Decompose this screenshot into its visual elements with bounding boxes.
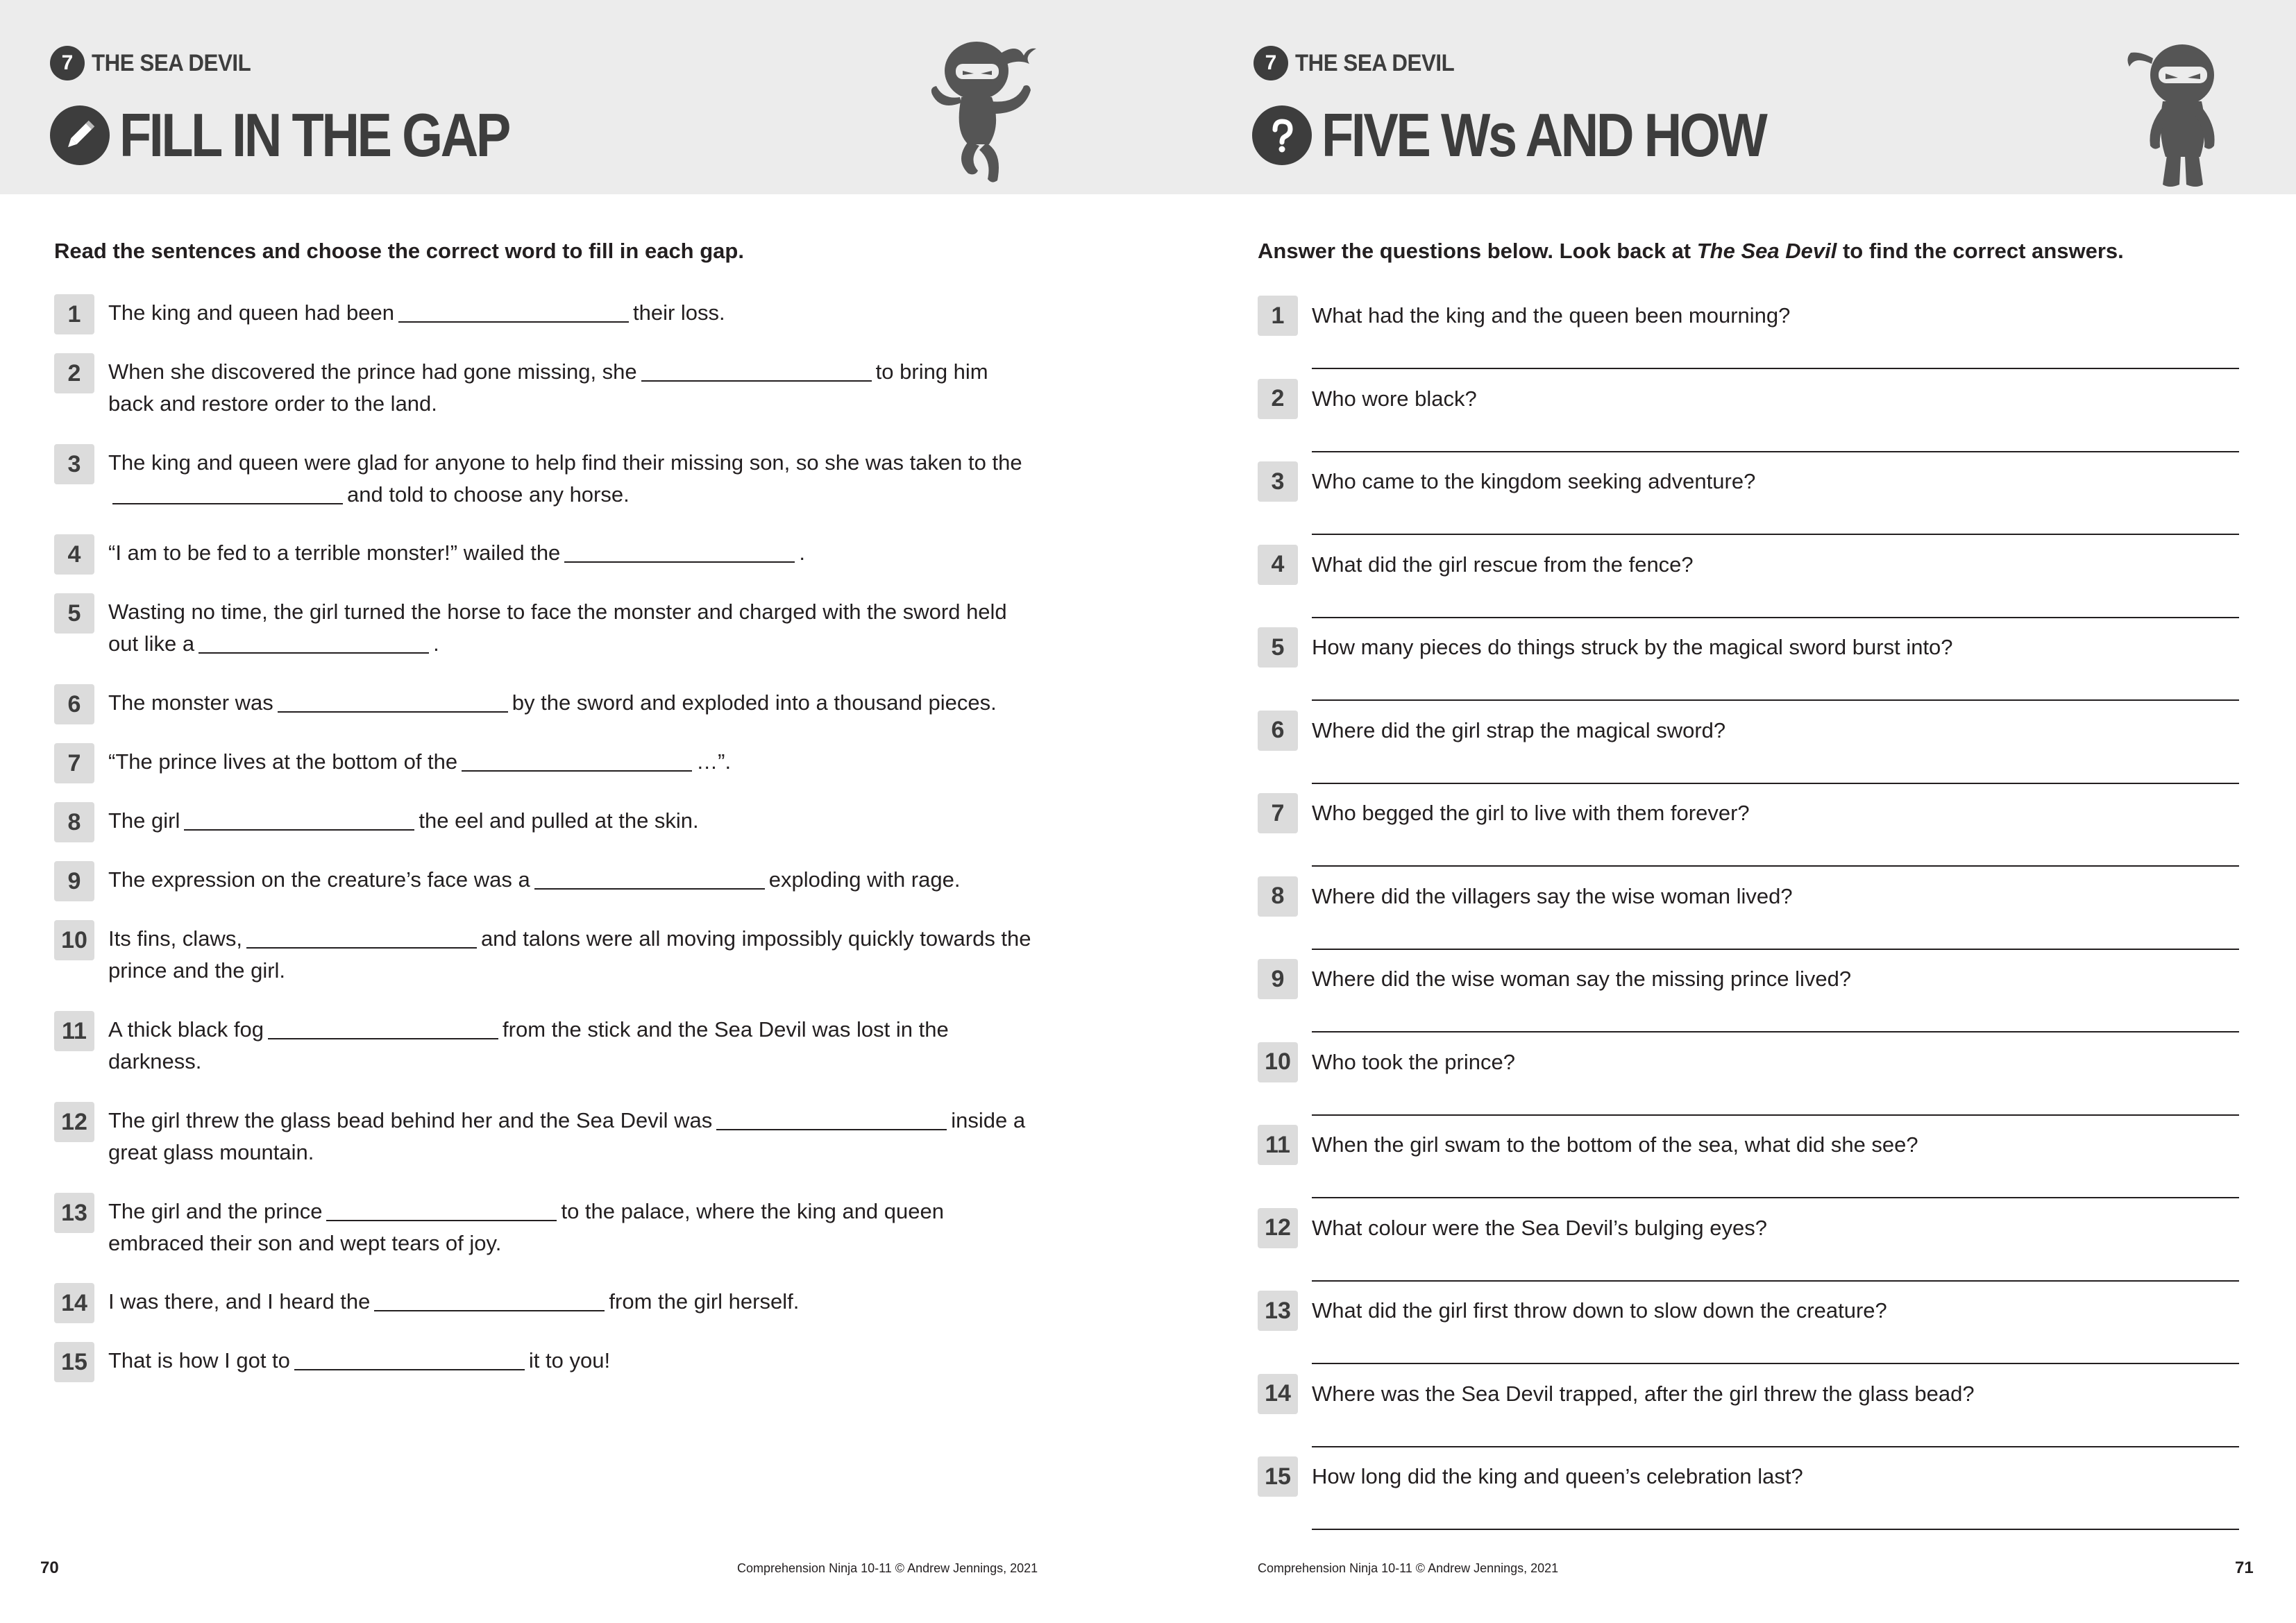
- answer-line[interactable]: [1312, 534, 2239, 535]
- answer-line[interactable]: [1312, 1280, 2239, 1282]
- page-number: 71: [2235, 1558, 2254, 1577]
- sentence-end: the eel and pulled at the skin.: [419, 808, 699, 833]
- question-number: 2: [1258, 379, 1298, 419]
- question-number: 11: [54, 1011, 94, 1051]
- fill-gap-sentence: [108, 596, 1038, 660]
- question-text: Where was the Sea Devil trapped, after the girl threw the glass bead?: [1312, 1381, 1975, 1406]
- question-text: What had the king and the queen been mourning?: [1312, 303, 1791, 328]
- question-number: 9: [1258, 959, 1298, 999]
- standing-ninja-illustration: [2121, 28, 2232, 194]
- question-text: Who came to the kingdom seeking adventure?: [1312, 469, 1756, 493]
- question-mark-icon: [1252, 105, 1312, 165]
- instruction-text: to find the correct answers.: [1837, 239, 2124, 263]
- answer-line[interactable]: [1312, 1031, 2239, 1033]
- sentence-end: and talons were all moving impossibly quickly towards the prince and the girl.: [108, 926, 1031, 983]
- question-number: 12: [1258, 1208, 1298, 1248]
- unit-heading: [1253, 46, 1468, 80]
- fill-gap-sentence: [108, 1196, 1038, 1259]
- answer-gap[interactable]: [278, 711, 508, 713]
- question-number: 10: [54, 920, 94, 960]
- sentence-start: The expression on the creature’s face was a: [108, 867, 530, 892]
- fill-gap-sentence: [108, 746, 1038, 778]
- question-text: How long did the king and queen’s celebration last?: [1312, 1464, 1803, 1488]
- instruction-text: Answer the questions below. Look back at: [1258, 239, 1697, 263]
- answer-gap[interactable]: [716, 1129, 947, 1130]
- copyright-footer: Comprehension Ninja 10-11 © Andrew Jennings, 2021: [737, 1561, 1038, 1575]
- question-number: 14: [1258, 1374, 1298, 1414]
- answer-gap[interactable]: [398, 321, 629, 323]
- question-number: 6: [1258, 711, 1298, 751]
- sentence-end: from the girl herself.: [609, 1289, 800, 1314]
- answer-line[interactable]: [1312, 368, 2239, 369]
- section-title: FIVE Ws AND HOW: [1322, 101, 1766, 169]
- question-number: 7: [1258, 793, 1298, 833]
- sentence-start: The girl: [108, 808, 180, 833]
- question-number: 15: [54, 1342, 94, 1382]
- question-text: Where did the villagers say the wise woman lived?: [1312, 883, 1793, 908]
- question-text: What did the girl first throw down to slow down the creature?: [1312, 1298, 1887, 1323]
- answer-gap[interactable]: [246, 947, 477, 949]
- answer-line[interactable]: [1312, 1529, 2239, 1530]
- sentence-start: Wasting no time, the girl turned the horse to face the monster and charged with the sword held out like a: [108, 600, 1007, 656]
- fill-gap-sentence: [108, 1286, 1038, 1318]
- sentence-start: I was there, and I heard the: [108, 1289, 371, 1314]
- question-text: What did the girl rescue from the fence?: [1312, 552, 1694, 577]
- question-text: Who begged the girl to live with them forever?: [1312, 801, 1750, 825]
- answer-gap[interactable]: [641, 380, 872, 382]
- sentence-start: When she discovered the prince had gone missing, she: [108, 359, 637, 384]
- question-number: 8: [1258, 876, 1298, 917]
- unit-number-badge: 7: [50, 46, 85, 80]
- answer-line[interactable]: [1312, 865, 2239, 867]
- question-number: 15: [1258, 1456, 1298, 1497]
- fill-gap-sentence: [108, 537, 1038, 569]
- sentence-start: The king and queen had been: [108, 300, 394, 325]
- answer-gap[interactable]: [268, 1038, 498, 1039]
- question-number: 4: [54, 534, 94, 575]
- unit-title: THE SEA DEVIL: [92, 49, 251, 76]
- sentence-start: “The prince lives at the bottom of the: [108, 749, 458, 774]
- fill-gap-sentence: [108, 447, 1038, 511]
- instruction: Read the sentences and choose the correct word to fill in each gap.: [54, 239, 744, 263]
- answer-gap[interactable]: [294, 1369, 525, 1370]
- answer-gap[interactable]: [462, 770, 692, 772]
- sentence-start: A thick black fog: [108, 1017, 264, 1042]
- instruction: [1258, 239, 2124, 264]
- answer-gap[interactable]: [184, 829, 414, 831]
- question-number: 13: [54, 1193, 94, 1233]
- answer-line[interactable]: [1312, 1363, 2239, 1364]
- answer-line[interactable]: [1312, 783, 2239, 784]
- question-number: 3: [54, 444, 94, 484]
- question-number: 5: [54, 593, 94, 634]
- sentence-end: from the stick and the Sea Devil was lost in the darkness.: [108, 1017, 949, 1073]
- sentence-start: The girl and the prince: [108, 1199, 323, 1223]
- sentence-end: to the palace, where the king and queen embraced their son and wept tears of joy.: [108, 1199, 944, 1255]
- sentence-end: by the sword and exploded into a thousand pieces.: [512, 690, 997, 715]
- fill-gap-sentence: [108, 687, 1038, 719]
- sentence-end: their loss.: [632, 300, 725, 325]
- answer-gap[interactable]: [564, 561, 795, 563]
- section-heading: [50, 101, 572, 169]
- answer-line[interactable]: [1312, 1197, 2239, 1198]
- answer-line[interactable]: [1312, 949, 2239, 950]
- sentence-end: it to you!: [528, 1348, 611, 1373]
- question-number: 1: [54, 294, 94, 334]
- fill-gap-sentence: [108, 297, 1038, 329]
- question-number: 14: [54, 1283, 94, 1323]
- question-number: 6: [54, 684, 94, 724]
- sentence-start: That is how I got to: [108, 1348, 290, 1373]
- question-number: 2: [54, 353, 94, 393]
- sentence-end: …”.: [696, 749, 732, 774]
- question-text: Who took the prince?: [1312, 1049, 1515, 1074]
- question-number: 10: [1258, 1042, 1298, 1082]
- page-number: 70: [40, 1558, 59, 1577]
- sentence-end: and told to choose any horse.: [347, 482, 630, 507]
- section-heading: [1252, 101, 1837, 169]
- answer-line[interactable]: [1312, 1114, 2239, 1116]
- sentence-start: The girl threw the glass bead behind her and the Sea Devil was: [108, 1108, 713, 1132]
- question-text: When the girl swam to the bottom of the sea, what did she see?: [1312, 1132, 1918, 1157]
- question-number: 7: [54, 743, 94, 783]
- answer-gap[interactable]: [326, 1220, 557, 1221]
- sentence-end: inside a great glass mountain.: [108, 1108, 1026, 1164]
- question-number: 8: [54, 802, 94, 842]
- sentence-end: .: [433, 631, 439, 656]
- right-page: [1148, 0, 2296, 1623]
- story-title: The Sea Devil: [1696, 239, 1837, 263]
- question-number: 11: [1258, 1125, 1298, 1165]
- question-text: Where did the wise woman say the missing prince lived?: [1312, 967, 1852, 991]
- sentence-start: Its fins, claws,: [108, 926, 242, 951]
- question-number: 4: [1258, 545, 1298, 585]
- question-number: 12: [54, 1102, 94, 1142]
- sentence-start: The king and queen were glad for anyone to help find their missing son, so she was taken to the: [108, 450, 1022, 475]
- question-text: How many pieces do things struck by the magical sword burst into?: [1312, 635, 1953, 659]
- fill-gap-sentence: [108, 1105, 1038, 1169]
- copyright-footer: Comprehension Ninja 10-11 © Andrew Jennings, 2021: [1258, 1561, 1559, 1575]
- question-text: What colour were the Sea Devil’s bulging eyes?: [1312, 1215, 1767, 1240]
- question-number: 1: [1258, 296, 1298, 336]
- question-number: 13: [1258, 1291, 1298, 1331]
- answer-gap[interactable]: [112, 503, 343, 504]
- fill-gap-sentence: [108, 864, 1038, 896]
- fill-gap-sentence: [108, 923, 1038, 987]
- sentence-end: to bring him back and restore order to the land.: [108, 359, 988, 416]
- question-text: Where did the girl strap the magical sword?: [1312, 717, 1726, 742]
- section-title: FILL IN THE GAP: [119, 101, 509, 169]
- answer-line[interactable]: [1312, 699, 2239, 701]
- sentence-end: .: [799, 541, 805, 565]
- answer-line[interactable]: [1312, 451, 2239, 452]
- sentence-end: exploding with rage.: [768, 867, 961, 892]
- unit-title: THE SEA DEVIL: [1295, 49, 1455, 76]
- question-number: 9: [54, 861, 94, 901]
- fill-gap-sentence: [108, 805, 1038, 837]
- answer-gap[interactable]: [374, 1310, 605, 1311]
- question-text: Who wore black?: [1312, 386, 1477, 411]
- answer-gap[interactable]: [199, 652, 429, 654]
- fill-gap-sentence: [108, 1345, 1038, 1377]
- answer-line[interactable]: [1312, 617, 2239, 618]
- answer-gap[interactable]: [534, 888, 765, 890]
- unit-number-badge: 7: [1253, 46, 1288, 80]
- pencil-icon: [50, 105, 110, 165]
- fill-gap-sentence: [108, 1014, 1038, 1078]
- jumping-ninja-illustration: [920, 28, 1052, 187]
- question-number: 3: [1258, 461, 1298, 502]
- sentence-start: The monster was: [108, 690, 273, 715]
- unit-heading: [50, 46, 264, 80]
- fill-gap-sentence: [108, 356, 1038, 420]
- question-number: 5: [1258, 627, 1298, 668]
- answer-line[interactable]: [1312, 1446, 2239, 1447]
- sentence-start: “I am to be fed to a terrible monster!” wailed the: [108, 541, 561, 565]
